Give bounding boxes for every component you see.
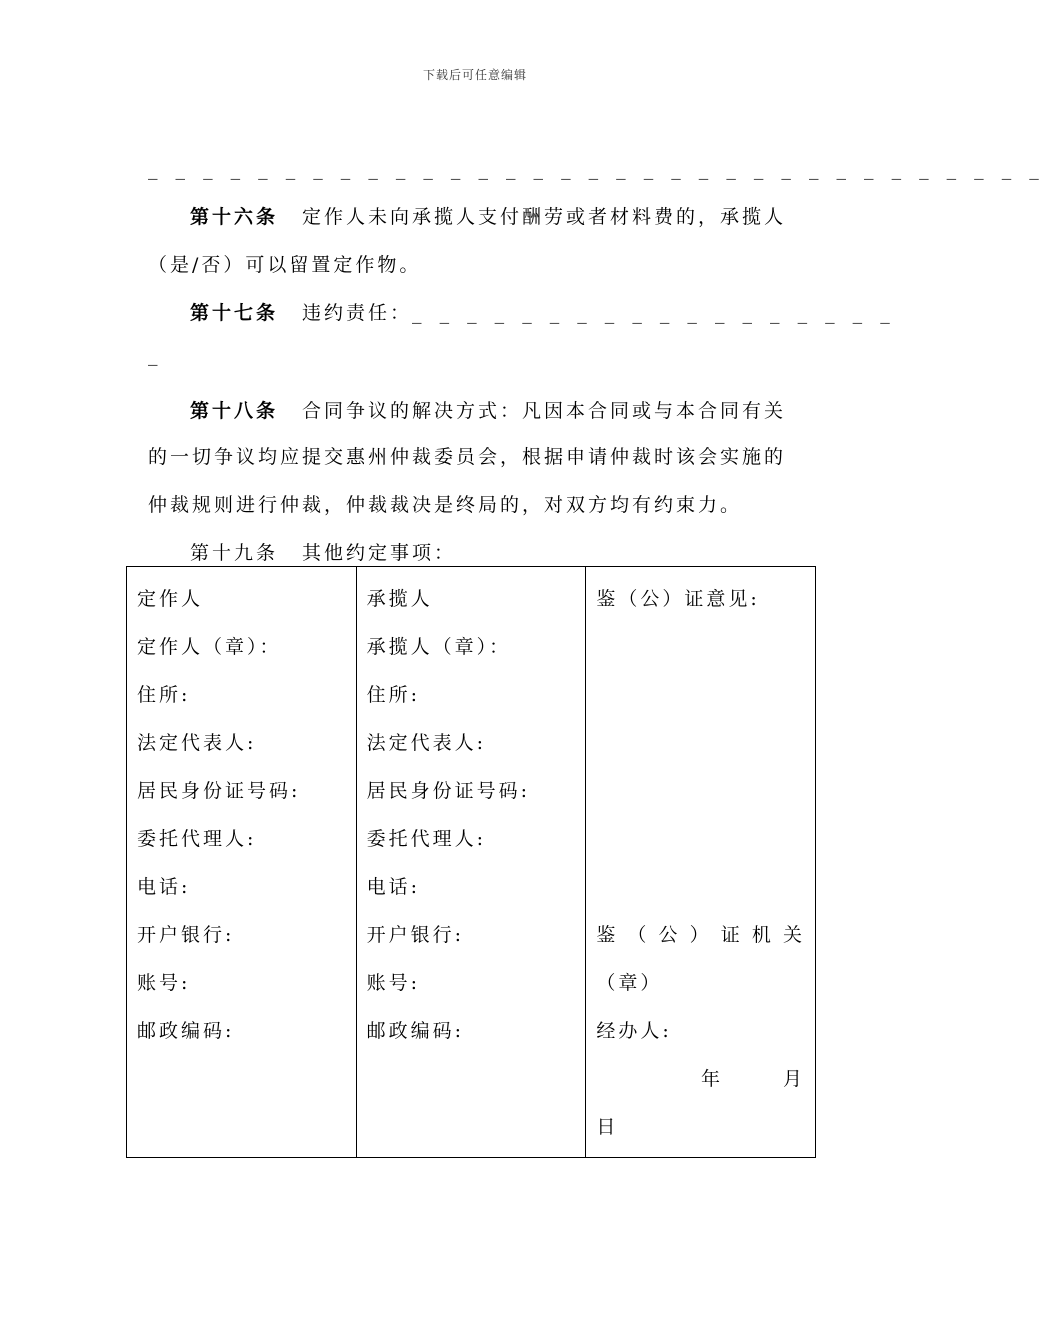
article-18-line2: 的一切争议均应提交惠州仲裁委员会，根据申请仲裁时该会实施的 <box>148 446 787 468</box>
undertaker-account: 账号: <box>366 972 421 994</box>
contractor-seal: 定作人（章）： <box>137 636 282 658</box>
article-19-title: 第十九条 <box>190 542 279 564</box>
separator-dashes: _ _ _ _ _ _ _ _ _ _ _ _ _ _ _ _ _ _ _ _ _ _ _ _ _ _ _ _ _ _ _ _ _ <box>148 158 1045 180</box>
contractor-address: 住所: <box>137 684 191 706</box>
notary-org-char: 证 <box>720 924 743 946</box>
article-19 <box>190 538 456 565</box>
article-18-text: 合同争议的解决方式：凡因本合同或与本合同有关 <box>302 400 787 422</box>
article-16-text: 定作人未向承揽人支付酬劳或者材料费的，承揽人 <box>302 206 787 228</box>
article-18-line3: 仲裁规则进行仲裁，仲裁裁决是终局的，对双方均有约束力。 <box>148 494 743 516</box>
article-18-line1 <box>190 396 786 423</box>
contractor-legal-rep: 法定代表人: <box>137 732 257 754</box>
article-18-title: 第十八条 <box>190 400 279 422</box>
contractor-bank: 开户银行: <box>137 924 235 946</box>
notary-opinion: 鉴（公）证意见: <box>596 588 760 610</box>
contractor-postcode: 邮政编码: <box>137 1020 235 1042</box>
contractor-phone: 电话: <box>137 876 191 898</box>
date-month: 月 <box>782 1068 805 1090</box>
undertaker-id-number: 居民身份证号码: <box>366 780 531 802</box>
undertaker-bank: 开户银行: <box>366 924 465 946</box>
article-19-text: 其他约定事项： <box>302 542 457 564</box>
article-17 <box>190 298 896 325</box>
notary-seal: （章） <box>596 972 663 994</box>
notary-column <box>586 567 816 1158</box>
notary-org-char: （ <box>627 924 650 946</box>
notary-handler: 经办人: <box>596 1020 672 1042</box>
date-year: 年 <box>700 1068 723 1090</box>
article-16-line2: （是/否）可以留置定作物。 <box>148 254 422 276</box>
undertaker-postcode: 邮政编码: <box>366 1020 465 1042</box>
notary-date-year-month <box>596 1061 805 1109</box>
undertaker-phone: 电话: <box>366 876 421 898</box>
article-17-text: 违约责任： <box>302 302 413 324</box>
signature-table <box>126 566 816 1158</box>
notary-blank-space <box>596 629 805 917</box>
contractor-column <box>127 567 357 1158</box>
undertaker-seal: 承揽人（章）： <box>366 636 512 658</box>
notary-org-char: 公 <box>658 924 681 946</box>
contractor-heading: 定作人 <box>137 588 204 610</box>
article-16-line1 <box>190 202 786 229</box>
undertaker-heading: 承揽人 <box>366 588 433 610</box>
notary-org-char: 机 <box>751 924 774 946</box>
undertaker-agent: 委托代理人: <box>366 828 487 850</box>
date-day: 日 <box>596 1116 619 1138</box>
contractor-id-number: 居民身份证号码: <box>137 780 301 802</box>
notary-org-char: 关 <box>782 924 805 946</box>
contractor-agent: 委托代理人: <box>137 828 257 850</box>
page-header: 下载后可任意编辑 <box>422 68 527 82</box>
undertaker-address: 住所: <box>366 684 421 706</box>
article-17-title: 第十七条 <box>190 302 279 324</box>
contractor-account: 账号: <box>137 972 191 994</box>
notary-org <box>596 917 805 965</box>
undertaker-column <box>356 567 586 1158</box>
article-17-dashes: _ _ _ _ _ _ _ _ _ _ _ _ _ _ _ _ _ _ <box>412 302 896 324</box>
notary-org-char: 鉴 <box>596 924 619 946</box>
article-16-title: 第十六条 <box>190 206 279 228</box>
notary-org-char: ） <box>689 924 712 946</box>
article-17-dash-cont: _ <box>148 344 161 366</box>
undertaker-legal-rep: 法定代表人: <box>366 732 487 754</box>
